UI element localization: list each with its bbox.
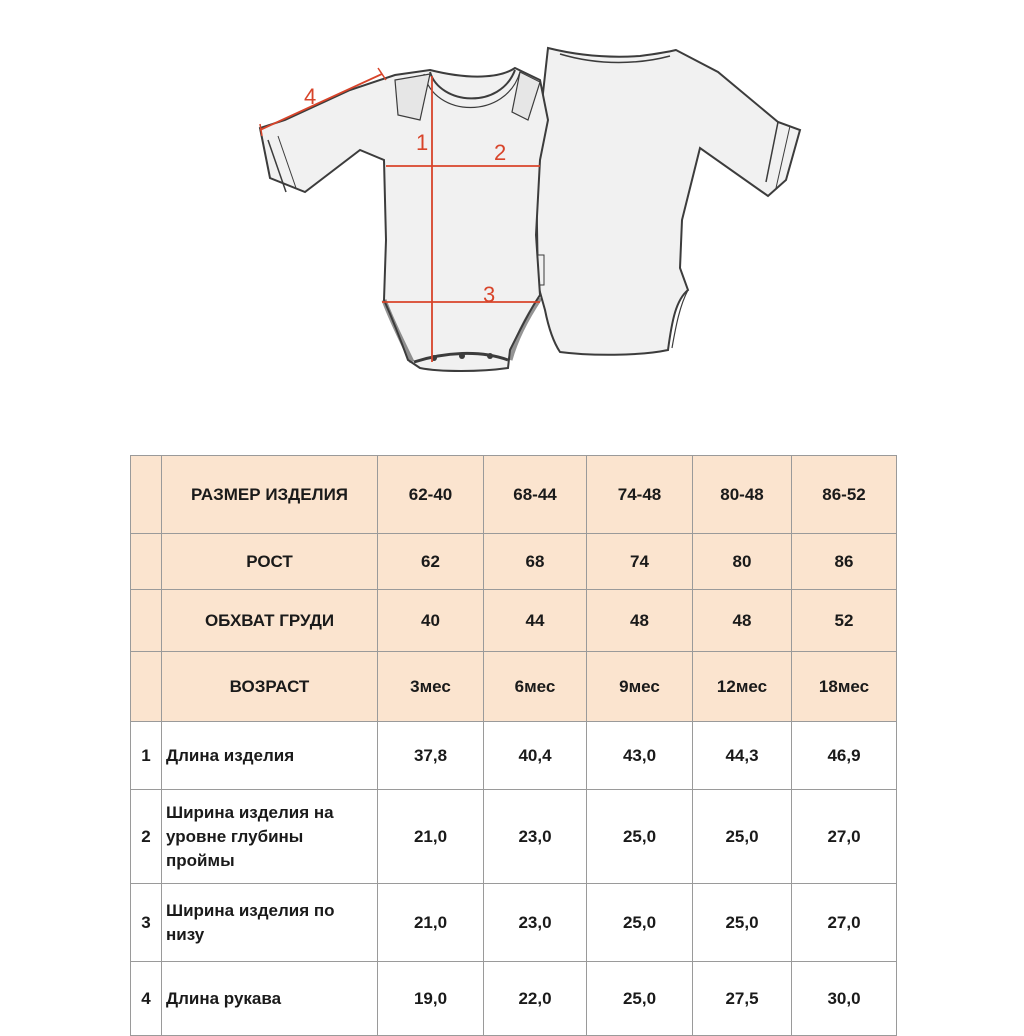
size-cell: 80-48: [693, 456, 792, 534]
chest-cell: 48: [693, 590, 792, 652]
size-cell: 68-44: [484, 456, 587, 534]
age-cell: 3мес: [378, 652, 484, 722]
bodysuit-front-view: [260, 68, 548, 371]
age-cell: 6мес: [484, 652, 587, 722]
height-cell: 80: [693, 534, 792, 590]
value-cell: 25,0: [587, 790, 693, 884]
chest-cell: 48: [587, 590, 693, 652]
value-cell: 43,0: [587, 722, 693, 790]
garment-sketch: [0, 0, 1024, 420]
bodysuit-back-view: [536, 48, 800, 355]
value-cell: 23,0: [484, 884, 587, 962]
value-cell: 25,0: [693, 790, 792, 884]
value-cell: 44,3: [693, 722, 792, 790]
value-cell: 25,0: [587, 962, 693, 1036]
header-row-size: [131, 456, 897, 534]
size-table: [130, 455, 897, 1036]
row-label: Длина рукава: [162, 962, 378, 1036]
row-number: 1: [131, 722, 162, 790]
value-cell: 37,8: [378, 722, 484, 790]
row-label: РАЗМЕР ИЗДЕЛИЯ: [162, 456, 378, 534]
header-row-chest: [131, 590, 897, 652]
value-cell: 30,0: [792, 962, 897, 1036]
value-cell: 27,5: [693, 962, 792, 1036]
value-cell: 21,0: [378, 884, 484, 962]
height-cell: 68: [484, 534, 587, 590]
measure-row: [131, 790, 897, 884]
height-cell: 86: [792, 534, 897, 590]
measure-label-2: 2: [494, 140, 507, 165]
measure-label-1: 1: [416, 130, 429, 155]
size-cell: 74-48: [587, 456, 693, 534]
age-cell: 18мес: [792, 652, 897, 722]
row-number: [131, 652, 162, 722]
chest-cell: 40: [378, 590, 484, 652]
bodysuit-drawing: [0, 0, 1024, 420]
row-number: 3: [131, 884, 162, 962]
row-label: Длина изделия: [162, 722, 378, 790]
row-number: [131, 456, 162, 534]
row-number: [131, 590, 162, 652]
value-cell: 40,4: [484, 722, 587, 790]
row-label: Ширина изделия на уровне глубины проймы: [162, 790, 378, 884]
header-row-height: [131, 534, 897, 590]
row-label: ВОЗРАСТ: [162, 652, 378, 722]
value-cell: 27,0: [792, 790, 897, 884]
row-number: 4: [131, 962, 162, 1036]
measure-label-4: 4: [304, 84, 317, 109]
measure-row: [131, 884, 897, 962]
size-cell: 62-40: [378, 456, 484, 534]
size-cell: 86-52: [792, 456, 897, 534]
age-cell: 12мес: [693, 652, 792, 722]
value-cell: 23,0: [484, 790, 587, 884]
row-label: ОБХВАТ ГРУДИ: [162, 590, 378, 652]
height-cell: 62: [378, 534, 484, 590]
value-cell: 22,0: [484, 962, 587, 1036]
measure-label-3: 3: [483, 282, 496, 307]
age-cell: 9мес: [587, 652, 693, 722]
row-label: РОСТ: [162, 534, 378, 590]
measure-row: [131, 722, 897, 790]
measure-row: [131, 962, 897, 1036]
row-number: [131, 534, 162, 590]
value-cell: 25,0: [587, 884, 693, 962]
chest-cell: 52: [792, 590, 897, 652]
value-cell: 21,0: [378, 790, 484, 884]
value-cell: 25,0: [693, 884, 792, 962]
row-label: Ширина изделия по низу: [162, 884, 378, 962]
value-cell: 27,0: [792, 884, 897, 962]
header-row-age: [131, 652, 897, 722]
row-number: 2: [131, 790, 162, 884]
height-cell: 74: [587, 534, 693, 590]
value-cell: 19,0: [378, 962, 484, 1036]
chest-cell: 44: [484, 590, 587, 652]
value-cell: 46,9: [792, 722, 897, 790]
